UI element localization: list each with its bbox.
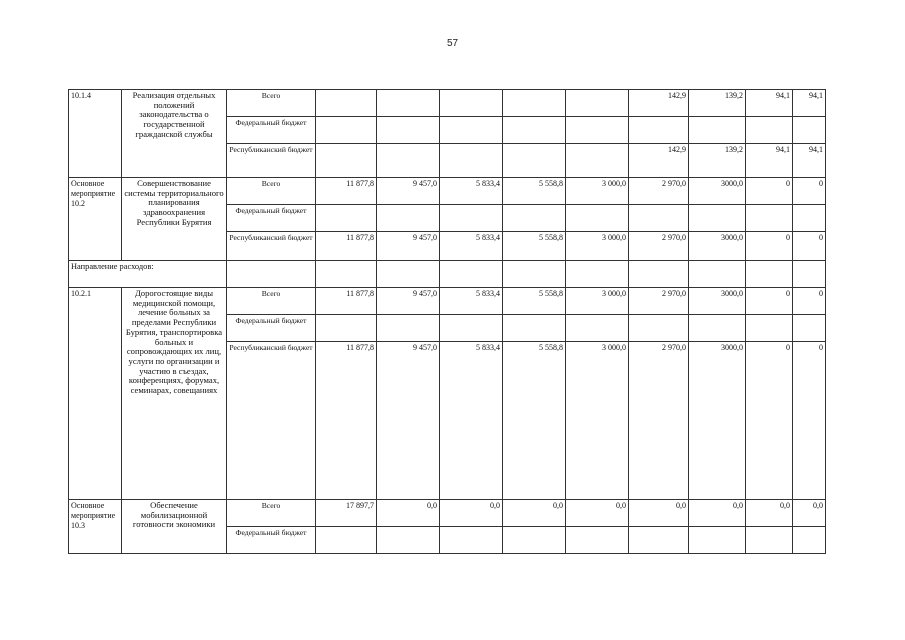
table-cell (440, 527, 503, 554)
table-cell: 0 (746, 178, 793, 205)
table-cell (566, 261, 629, 288)
source-total: Всего (227, 500, 316, 527)
table-cell (377, 315, 440, 342)
source-total: Всего (227, 90, 316, 117)
table-cell: 3000,0 (689, 288, 746, 315)
table-cell (440, 205, 503, 232)
table-cell (793, 117, 826, 144)
table-cell: 0,0 (746, 500, 793, 527)
table-cell: 5 833,4 (440, 342, 503, 500)
table-cell (316, 205, 377, 232)
table-cell: 3000,0 (689, 232, 746, 261)
table-cell: 3 000,0 (566, 232, 629, 261)
table-cell (377, 261, 440, 288)
section-code: Основное мероприятие 10.2 (69, 178, 122, 261)
table-cell (377, 144, 440, 178)
table-cell: 0 (746, 342, 793, 500)
table-cell: 0,0 (689, 500, 746, 527)
source-republic: Республиканский бюджет (227, 232, 316, 261)
source-federal: Федеральный бюджет (227, 205, 316, 232)
table-cell: 2 970,0 (629, 342, 689, 500)
table-cell: 139,2 (689, 90, 746, 117)
table-cell (566, 144, 629, 178)
section-name: Совершенствование системы территориального планирования здравоохранения Республики Бурятия (122, 178, 227, 261)
table-cell (689, 261, 746, 288)
table-cell: 9 457,0 (377, 342, 440, 500)
table-cell (377, 527, 440, 554)
table-row (69, 261, 826, 288)
table-row (69, 500, 826, 527)
table-cell: 0,0 (503, 500, 566, 527)
table-cell: 0,0 (566, 500, 629, 527)
direction-label: Направление расходов: (69, 261, 227, 288)
table-cell: 2 970,0 (629, 178, 689, 205)
table-cell (503, 117, 566, 144)
table-cell: 0 (793, 288, 826, 315)
table-row (69, 288, 826, 315)
source-republic: Республиканский бюджет (227, 342, 316, 500)
table-cell: 11 877,8 (316, 342, 377, 500)
source-federal: Федеральный бюджет (227, 117, 316, 144)
table-cell: 94,1 (746, 144, 793, 178)
table-cell (746, 527, 793, 554)
section-code: Основное мероприятие 10.3 (69, 500, 122, 554)
table-cell (503, 261, 566, 288)
source-total: Всего (227, 178, 316, 205)
table-cell: 17 897,7 (316, 500, 377, 527)
table-cell: 0 (793, 178, 826, 205)
table-cell (689, 527, 746, 554)
table-cell: 9 457,0 (377, 178, 440, 205)
source-total: Всего (227, 288, 316, 315)
table-cell (440, 261, 503, 288)
table-cell: 3 000,0 (566, 342, 629, 500)
table-cell: 94,1 (793, 90, 826, 117)
table-cell (746, 315, 793, 342)
table-cell: 3 000,0 (566, 288, 629, 315)
table-cell (629, 261, 689, 288)
section-code: 10.1.4 (69, 90, 122, 178)
table-cell: 0,0 (793, 500, 826, 527)
table-cell: 2 970,0 (629, 232, 689, 261)
table-cell (316, 315, 377, 342)
table-row (69, 90, 826, 117)
table-cell: 94,1 (793, 144, 826, 178)
table-cell (316, 90, 377, 117)
table-cell (793, 527, 826, 554)
table-cell (316, 117, 377, 144)
table-cell (377, 90, 440, 117)
table-cell: 0 (793, 342, 826, 500)
table-row (69, 178, 826, 205)
table-cell (440, 117, 503, 144)
table-cell: 3000,0 (689, 342, 746, 500)
table-cell: 11 877,8 (316, 288, 377, 315)
table-cell: 0 (793, 232, 826, 261)
table-cell (566, 117, 629, 144)
table-cell: 3000,0 (689, 178, 746, 205)
section-name: Обеспечение мобилизационной готовности экономики (122, 500, 227, 554)
table-cell (503, 315, 566, 342)
table-cell: 11 877,8 (316, 178, 377, 205)
table-cell (689, 117, 746, 144)
table-cell (503, 527, 566, 554)
table-cell: 5 558,8 (503, 178, 566, 205)
table-cell (793, 315, 826, 342)
table-cell: 0,0 (440, 500, 503, 527)
section-name: Дорогостоящие виды медицинской помощи, лечение больных за пределами Республики Бурятия, транспортировка больных и сопровождающих их лиц, услуги по организации и участию в съездах, конференциях, форумах, семинарах, совещаниях (122, 288, 227, 500)
source-federal: Федеральный бюджет (227, 315, 316, 342)
table-cell (689, 315, 746, 342)
table-cell: 0 (746, 232, 793, 261)
section-code: 10.2.1 (69, 288, 122, 500)
table-cell: 5 833,4 (440, 288, 503, 315)
table-cell (629, 315, 689, 342)
table-cell: 139,2 (689, 144, 746, 178)
table-cell: 0 (746, 288, 793, 315)
table-cell: 2 970,0 (629, 288, 689, 315)
table-cell (440, 315, 503, 342)
table-cell: 9 457,0 (377, 232, 440, 261)
table-cell: 94,1 (746, 90, 793, 117)
table-cell: 5 833,4 (440, 178, 503, 205)
table-cell (566, 205, 629, 232)
table-cell (629, 205, 689, 232)
table-cell: 9 457,0 (377, 288, 440, 315)
table-cell: 0,0 (377, 500, 440, 527)
table-cell (566, 527, 629, 554)
table-cell (746, 117, 793, 144)
source-republic: Республиканский бюджет (227, 144, 316, 178)
table-cell (316, 144, 377, 178)
table-cell: 142,9 (629, 144, 689, 178)
table-cell (503, 90, 566, 117)
budget-table (68, 89, 826, 554)
table-cell: 142,9 (629, 90, 689, 117)
table-cell (746, 261, 793, 288)
table-cell: 3 000,0 (566, 178, 629, 205)
table-cell (316, 527, 377, 554)
table-cell (377, 205, 440, 232)
table-cell (689, 205, 746, 232)
table-cell (227, 261, 316, 288)
table-cell (793, 205, 826, 232)
section-name: Реализация отдельных положений законодательства о государственной гражданской службы (122, 90, 227, 178)
table-cell: 11 877,8 (316, 232, 377, 261)
table-cell (566, 90, 629, 117)
table-cell: 5 833,4 (440, 232, 503, 261)
table-cell (440, 144, 503, 178)
table-cell (503, 144, 566, 178)
table-cell: 5 558,8 (503, 232, 566, 261)
table-cell (566, 315, 629, 342)
table-cell: 0,0 (629, 500, 689, 527)
table-cell (377, 117, 440, 144)
table-cell (793, 261, 826, 288)
table-cell (316, 261, 377, 288)
table-cell (629, 527, 689, 554)
table-cell (503, 205, 566, 232)
table-cell (746, 205, 793, 232)
page-number: 57 (446, 38, 459, 49)
table-cell: 5 558,8 (503, 342, 566, 500)
source-federal: Федеральный бюджет (227, 527, 316, 554)
table-cell: 5 558,8 (503, 288, 566, 315)
table-cell (629, 117, 689, 144)
table-cell (440, 90, 503, 117)
